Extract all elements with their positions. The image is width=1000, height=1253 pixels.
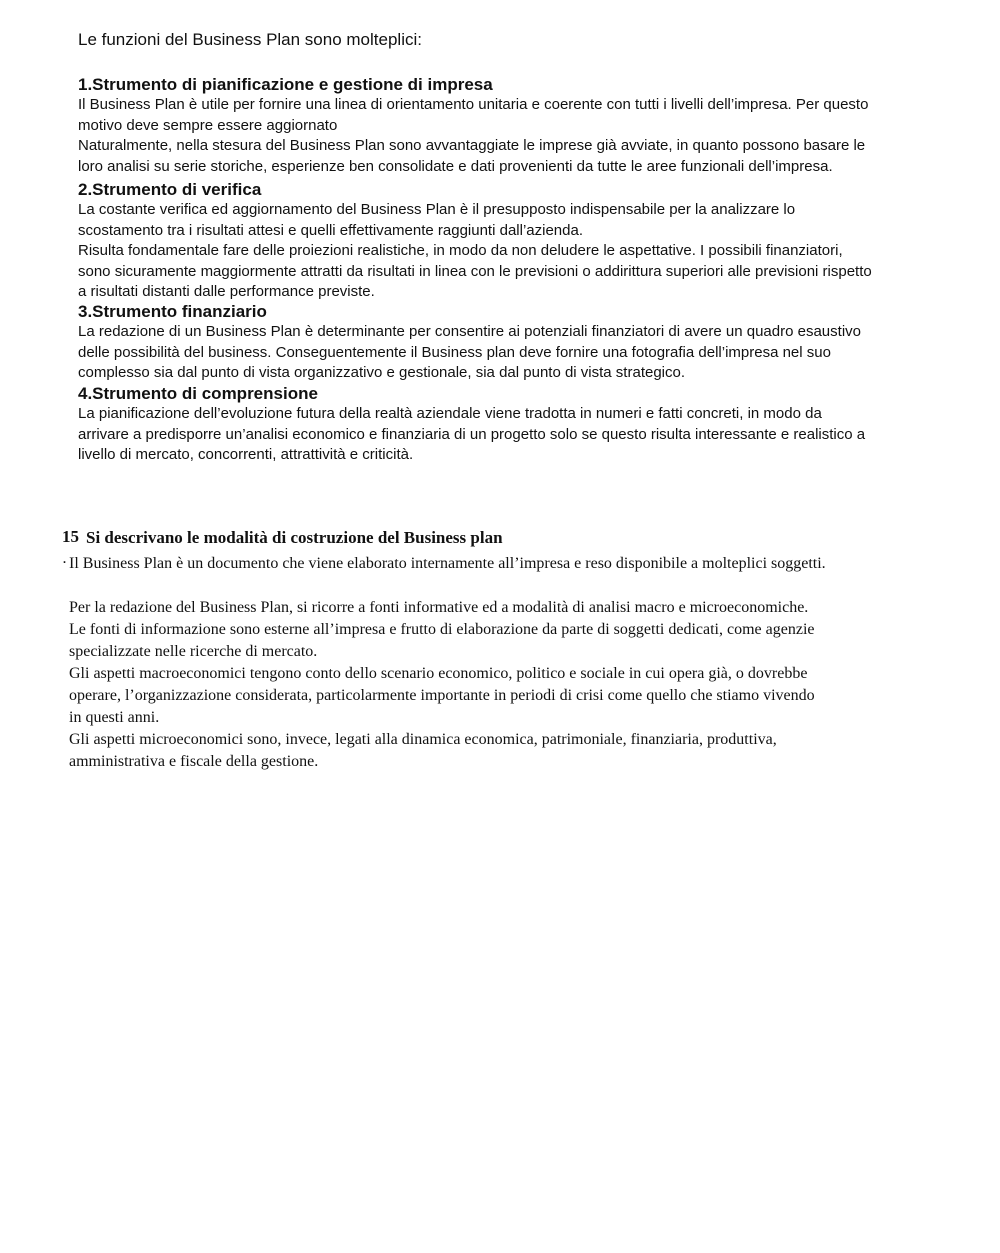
body-line: scostamento tra i risultati attesi e quelli effettivamente raggiunti dall’azienda.	[78, 221, 583, 239]
question-number: 15	[62, 527, 79, 546]
answer-body	[69, 597, 969, 773]
body-line: complesso sia dal punto di vista organizzativo e gestionale, sia dal punto di vista strategico.	[78, 364, 686, 382]
section-body	[78, 404, 978, 466]
answer-line: Gli aspetti microeconomici sono, invece, legati alla dinamica economica, patrimoniale, finanziaria, produttiva,	[69, 731, 777, 748]
section-body	[78, 322, 978, 384]
answer-intro: Il Business Plan è un documento che viene elaborato internamente all’impresa e reso disponibile a molteplici soggetti.	[69, 555, 826, 572]
section-title: 4.Strumento di comprensione	[78, 384, 318, 403]
section-pianificazione	[78, 75, 978, 177]
body-line: sono sicuramente maggiormente attratti da risultati in linea con le previsioni o addirittura superiori alle previsioni rispetto	[78, 262, 872, 280]
answer-line: operare, l’organizzazione considerata, particolarmente importante in periodi di crisi come quello che stiamo vivendo	[69, 687, 815, 704]
body-line: livello di mercato, concorrenti, attrattività e criticità.	[78, 446, 414, 464]
section-finanziario	[78, 302, 978, 384]
answer-line: Per la redazione del Business Plan, si ricorre a fonti informative ed a modalità di analisi macro e microeconomiche.	[69, 599, 809, 616]
question-title: Si descrivano le modalità di costruzione del Business plan	[86, 528, 503, 547]
body-line: loro analisi su serie storiche, esperienze ben consolidate e dati provenienti da tutte le aree funzionali dell’impresa.	[78, 157, 833, 175]
intro-text: Le funzioni del Business Plan sono molteplici:	[78, 30, 422, 49]
section-body	[78, 95, 978, 177]
body-line: motivo deve sempre essere aggiornato	[78, 116, 338, 134]
answer-line: Le fonti di informazione sono esterne all’impresa e frutto di elaborazione da parte di soggetti dedicati, come agenzie	[69, 621, 815, 638]
answer-line: Gli aspetti macroeconomici tengono conto dello scenario economico, politico e sociale in cui opera già, o dovrebbe	[69, 665, 808, 682]
section-verifica	[78, 180, 978, 303]
body-line: Naturalmente, nella stesura del Business Plan sono avvantaggiate le imprese già avviate, in quanto possono basare le	[78, 137, 866, 155]
section-title: 1.Strumento di pianificazione e gestione di impresa	[78, 75, 493, 94]
answer-line: specializzate nelle ricerche di mercato.	[69, 643, 318, 660]
body-line: arrivare a predisporre un’analisi economico e finanziaria di un progetto solo se questo risulta interessante e realistico a	[78, 425, 866, 443]
body-line: Il Business Plan è utile per fornire una linea di orientamento unitaria e coerente con tutti i livelli dell’impresa. Per questo	[78, 96, 869, 113]
body-line: La costante verifica ed aggiornamento del Business Plan è il presupposto indispensabile per la analizzare lo	[78, 201, 796, 218]
body-line: La redazione di un Business Plan è determinante per consentire ai potenziali finanziatori di avere un quadro esaustivo	[78, 323, 861, 340]
answer-line: amministrativa e fiscale della gestione.	[69, 753, 319, 770]
body-line: Risulta fondamentale fare delle proiezioni realistiche, in modo da non deludere le aspettative. I possibili finanziatori,	[78, 242, 843, 260]
section-body	[78, 200, 978, 303]
body-line: La pianificazione dell’evoluzione futura della realtà aziendale viene tradotta in numeri e fatti concreti, in modo da	[78, 405, 822, 422]
section-comprensione	[78, 384, 978, 466]
section-title: 2.Strumento di verifica	[78, 180, 262, 199]
answer-line: in questi anni.	[69, 709, 160, 726]
body-line: a risultati distanti dalle performance previste.	[78, 283, 375, 301]
section-title: 3.Strumento finanziario	[78, 302, 267, 321]
body-line: delle possibilità del business. Conseguentemente il Business plan deve fornire una fotografia dell’impresa nel suo	[78, 343, 831, 361]
question-dot: .	[63, 552, 66, 566]
